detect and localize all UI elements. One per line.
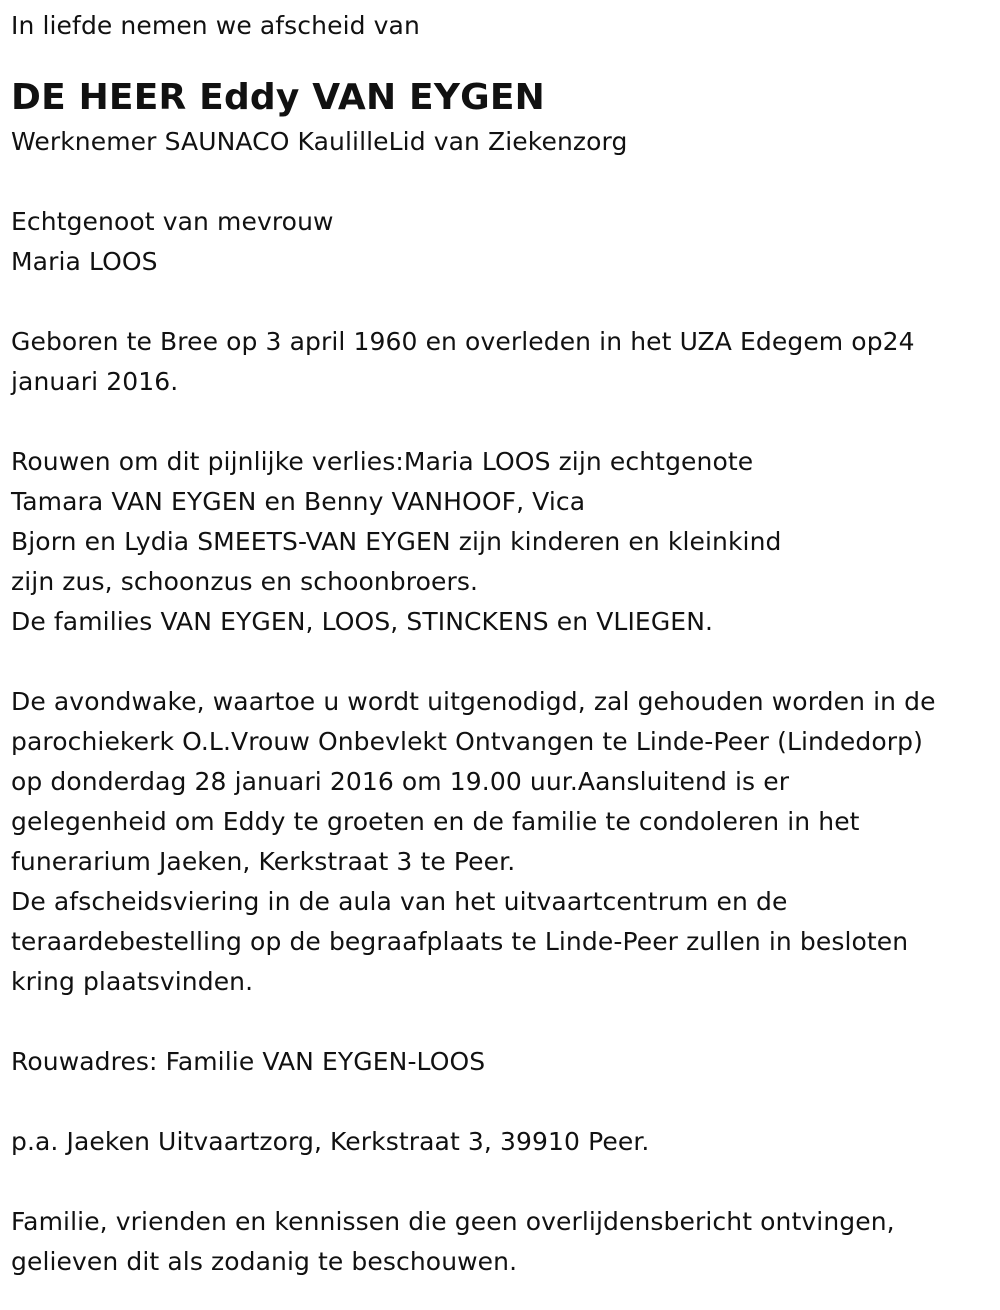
ceremony-line: De avondwake, waartoe u wordt uitgenodigd, zal gehouden worden in de: [11, 687, 936, 716]
birth-death-line-2: januari 2016.: [11, 367, 179, 396]
birth-death-line-1: Geboren te Bree op 3 april 1960 en overleden in het UZA Edegem op24: [11, 327, 915, 356]
spacer: [11, 1082, 1000, 1122]
spacer: [11, 282, 1000, 322]
spouse-line-1: Echtgenoot van mevrouw: [11, 207, 334, 236]
mourners-line: De families VAN EYGEN, LOOS, STINCKENS en VLIEGEN.: [11, 607, 714, 636]
intro-text: In liefde nemen we afscheid van: [11, 11, 420, 40]
spacer: [11, 642, 1000, 682]
ceremony-section: [11, 682, 1000, 1002]
mourners-line: Bjorn en Lydia SMEETS-VAN EYGEN zijn kinderen en kleinkind: [11, 527, 782, 556]
mourners-line: zijn zus, schoonzus en schoonbroers.: [11, 567, 479, 596]
ceremony-line: kring plaatsvinden.: [11, 967, 254, 996]
mourning-address: Rouwadres: Familie VAN EYGEN-LOOS: [11, 1047, 486, 1076]
occupation-text: Werknemer SAUNACO KaulilleLid van Ziekenzorg: [11, 127, 628, 156]
ceremony-line: teraardebestelling op de begraafplaats te Linde-Peer zullen in besloten: [11, 927, 909, 956]
ceremony-line: parochiekerk O.L.Vrouw Onbevlekt Ontvangen te Linde-Peer (Lindedorp): [11, 727, 923, 756]
spacer: [11, 1162, 1000, 1202]
deceased-name: DE HEER Eddy VAN EYGEN: [11, 77, 545, 118]
ceremony-line: op donderdag 28 januari 2016 om 19.00 uur.Aansluitend is er: [11, 767, 790, 796]
closing-line: Familie, vrienden en kennissen die geen overlijdensbericht ontvingen,: [11, 1207, 895, 1236]
ceremony-line: funerarium Jaeken, Kerkstraat 3 te Peer.: [11, 847, 516, 876]
closing-line: gelieven dit als zodanig te beschouwen.: [11, 1247, 518, 1276]
ceremony-line: De afscheidsviering in de aula van het uitvaartcentrum en de: [11, 887, 788, 916]
care-of-address: p.a. Jaeken Uitvaartzorg, Kerkstraat 3, 39910 Peer.: [11, 1127, 650, 1156]
spouse-line-2: Maria LOOS: [11, 247, 158, 276]
spacer: [11, 162, 1000, 202]
mourners-line: Tamara VAN EYGEN en Benny VANHOOF, Vica: [11, 487, 586, 516]
ceremony-line: gelegenheid om Eddy te groeten en de familie te condoleren in het: [11, 807, 860, 836]
spacer: [11, 1002, 1000, 1042]
closing-section: [11, 1202, 1000, 1282]
mourners-line: Rouwen om dit pijnlijke verlies:Maria LOOS zijn echtgenote: [11, 447, 754, 476]
spacer: [11, 402, 1000, 442]
mourners-section: [11, 442, 1000, 642]
